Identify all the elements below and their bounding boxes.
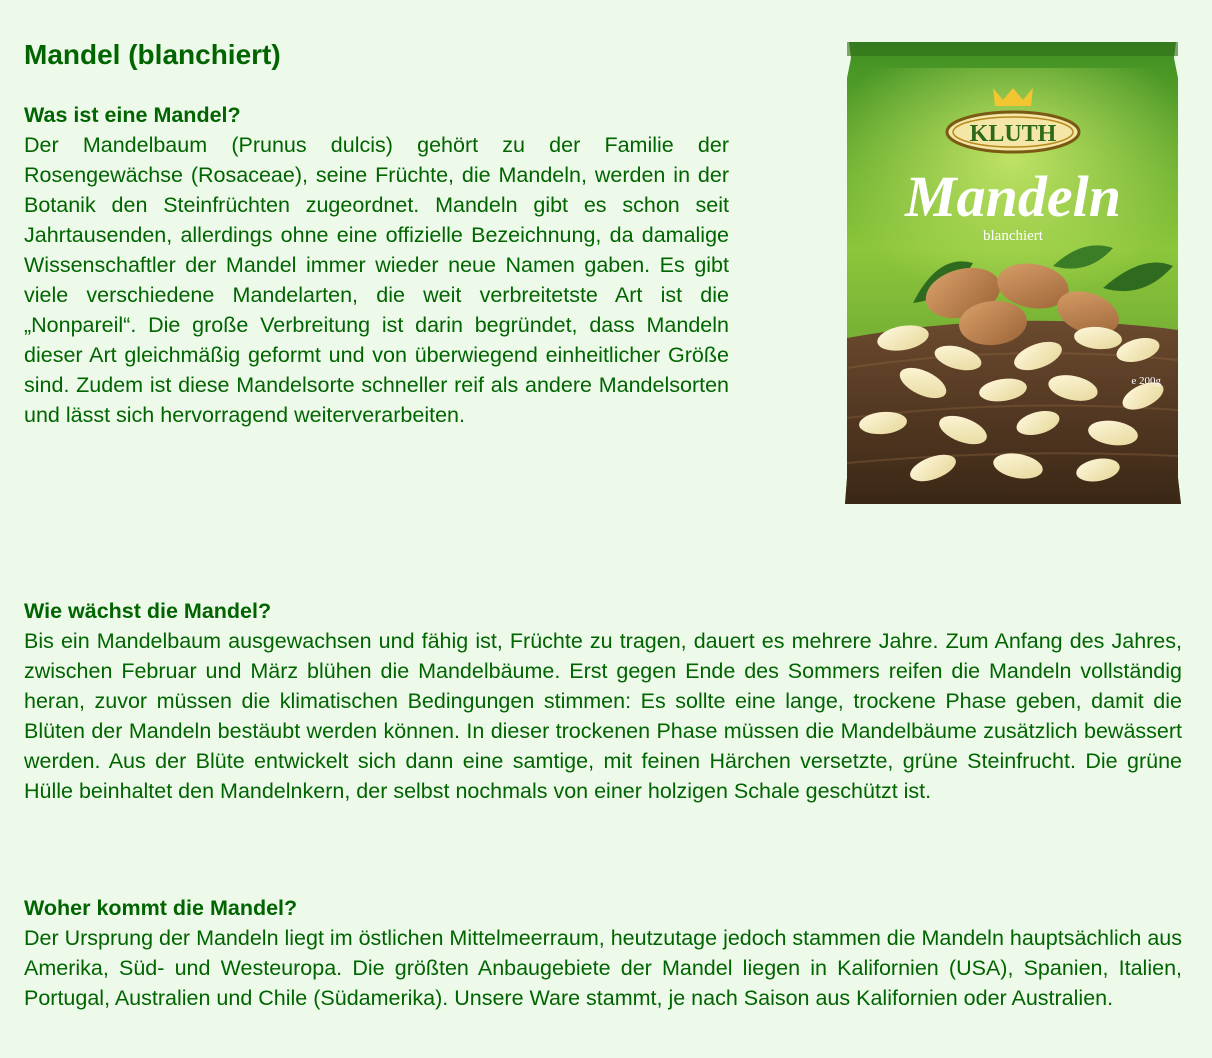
section-heading: Was ist eine Mandel? xyxy=(24,103,241,127)
section-what-is-almond xyxy=(24,100,729,430)
product-info-page xyxy=(24,0,1182,1058)
page-title: Mandel (blanchiert) xyxy=(24,39,281,70)
section-heading: Woher kommt die Mandel? xyxy=(24,896,298,920)
section-how-almond-grows xyxy=(24,596,1182,806)
section-text: Der Ursprung der Mandeln liegt im östlichen Mittelmeerraum, heutzutage jedoch stammen die Mandeln hauptsächlich aus Amerika, Süd- und Westeuropa. Die größten Anbaugebiete der Mandel liegen in Kalifornien (USA), Spanien, Italien, Portugal, Australien und Chile (Südamerika). Unsere Ware stammt, je nach Saison aus Kalifornien oder Australien. xyxy=(24,926,1183,1010)
product-weight: e 200g xyxy=(1131,375,1161,387)
product-variant: blanchiert xyxy=(983,228,1043,244)
section-text: Der Mandelbaum (Prunus dulcis) gehört zu der Familie der Rosengewächse (Rosaceae), seine Früchte, die Mandeln, werden in der Botanik den Steinfrüchten zugeordnet. Mandeln gibt es schon seit Jahrtausenden, allerdings ohne eine offizielle Bezeichnung, da damalige Wissenschaftler der Mandel immer wieder neue Namen gaben. Es gibt viele verschiedene Mandelarten, die weit verbreitetste Art ist die „Nonpareil“. Die große Verbreitung ist darin begründet, dass Mandeln dieser Art gleichmäßig geformt und von überwiegend einheitlicher Größe sind. Zudem ist diese Mandelsorte schneller reif als andere Mandelsorten und lässt sich hervorragend weiterverarbeiten. xyxy=(24,133,729,427)
section-heading: Wie wächst die Mandel? xyxy=(24,599,272,623)
section-almond-origin xyxy=(24,893,1182,1013)
product-name: Mandeln xyxy=(905,164,1121,229)
svg-text:KLUTH: KLUTH xyxy=(969,121,1057,147)
section-text: Bis ein Mandelbaum ausgewachsen und fähig ist, Früchte zu tragen, dauert es mehrere Jahre. Zum Anfang des Jahres, zwischen Februar und März blühen die Mandelbäume. Erst gegen Ende des Sommers reifen die Mandeln vollständig heran, zuvor müssen die klimatischen Bedingungen stimmen: Es sollte eine lange, trockene Phase geben, damit die Blüten der Mandeln bestäubt werden können. In dieser trockenen Phase müssen die Mandelbäume zusätzlich bewässert werden. Aus der Blüte entwickelt sich dann eine samtige, mit feinen Härchen versetzte, grüne Steinfrucht. Die grüne Hülle beinhaltet den Mandelnkern, der selbst nochmals von einer holzigen Schale geschützt ist. xyxy=(24,629,1182,803)
almond-bag-illustration xyxy=(843,38,1182,506)
product-package-image xyxy=(843,38,1182,506)
